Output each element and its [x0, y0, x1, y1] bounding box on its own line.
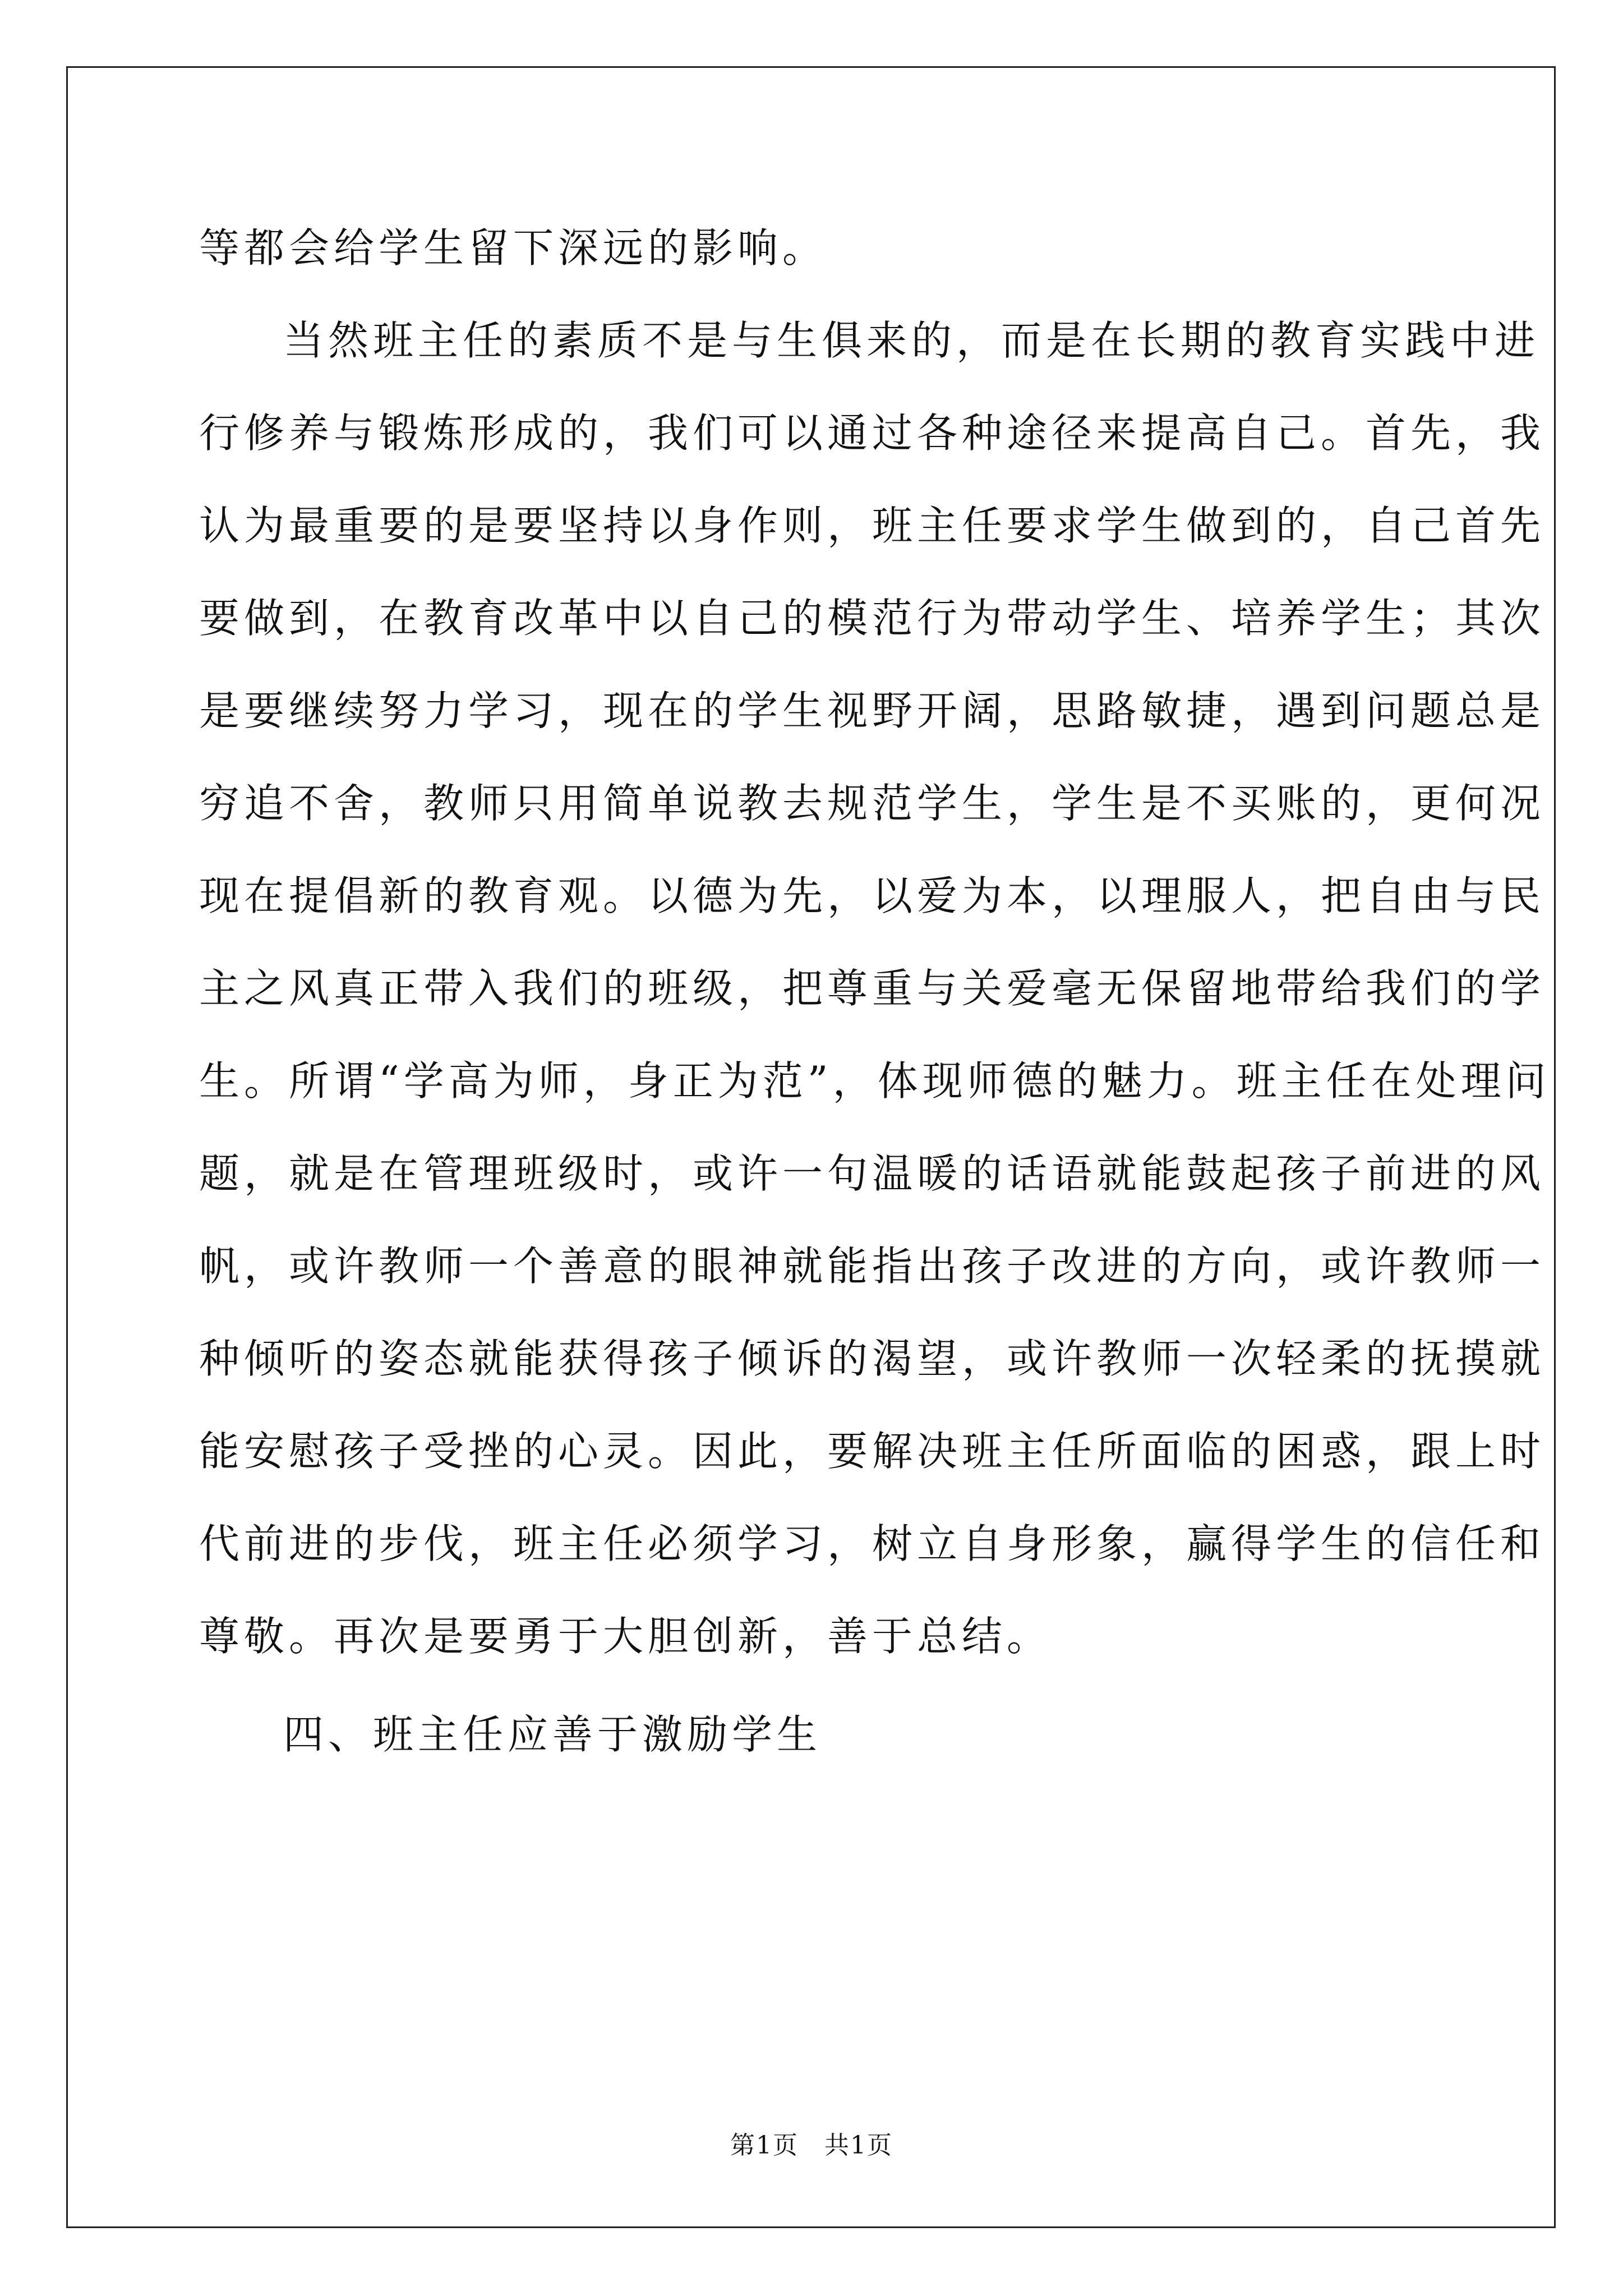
text-line: 种倾听的姿态就能获得孩子倾诉的渴望，或许教师一次轻柔的抚摸就 [199, 1335, 1546, 1382]
text-line: 要做到，在教育改革中以自己的模范行为带动学生、培养学生；其次 [199, 595, 1546, 642]
document-body [199, 202, 1551, 1781]
text-line: 现在提倡新的教育观。以德为先，以爱为本，以理服人，把自由与民 [199, 872, 1546, 919]
text-line: 主之风真正带入我们的班级，把尊重与关爱毫无保留地带给我们的学 [199, 965, 1546, 1012]
section-heading: 四、班主任应善于激励学生 [283, 1711, 822, 1758]
text-line: 生。所谓“学高为师，身正为范”，体现师德的魅力。班主任在处理问 [199, 1057, 1551, 1105]
text-line: 认为最重要的是要坚持以身作则，班主任要求学生做到的，自己首先 [199, 502, 1546, 549]
page-footer: 第1页 共1页 [730, 2131, 893, 2160]
paragraph-start-line: 当然班主任的素质不是与生俱来的，而是在长期的教育实践中进 [283, 317, 1540, 364]
text-line: 是要继续努力学习，现在的学生视野开阔，思路敏捷，遇到问题总是 [199, 687, 1546, 734]
text-line: 尊敬。再次是要勇于大胆创新，善于总结。 [199, 1613, 1052, 1660]
text-line: 行修养与锻炼形成的，我们可以通过各种途径来提高自己。首先，我 [199, 409, 1546, 457]
text-line: 等都会给学生留下深远的影响。 [199, 224, 828, 272]
text-line: 穷追不舍，教师只用简单说教去规范学生，学生是不买账的，更何况 [199, 780, 1546, 827]
text-line: 帆，或许教师一个善意的眼神就能指出孩子改进的方向，或许教师一 [199, 1243, 1546, 1290]
text-line: 代前进的步伐，班主任必须学习，树立自身形象，赢得学生的信任和 [199, 1520, 1546, 1567]
text-line: 题，就是在管理班级时，或许一句温暖的话语就能鼓起孩子前进的风 [199, 1150, 1546, 1197]
text-line: 能安慰孩子受挫的心灵。因此，要解决班主任所面临的困惑，跟上时 [199, 1428, 1546, 1475]
